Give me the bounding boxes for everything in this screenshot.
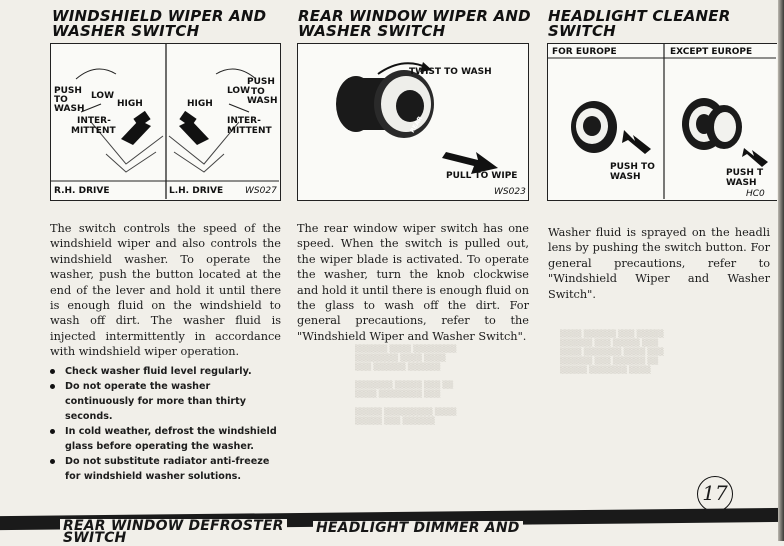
- bleed-through-text: ▒▒▒▒▒▒ ▒▒▒▒ ▒▒▒▒▒▒▒▒ ▒▒▒▒▒▒▒▒ ▒▒▒▒ ▒▒▒▒ ▒▒▒ ▒▒▒▒▒▒ ▒▒▒▒▒▒ ▒▒▒▒▒▒▒ ▒▒▒▒▒ ▒▒▒ ▒▒ ▒▒▒▒ ▒▒▒▒▒▒▒▒ ▒▒▒ ▒▒▒▒▒ ▒▒▒▒▒▒▒▒▒ ▒▒▒▒ ▒▒▒▒▒ ▒▒▒ ▒▒▒▒▒▒: [355, 345, 457, 425]
- next-section-heading-left: REAR WINDOW DEFROSTER SWITCH: [60, 519, 287, 546]
- wiper-switch-figure: [50, 43, 281, 201]
- precaution-item: Check washer fluid level regularly.: [49, 364, 281, 379]
- label-to-right: TO: [251, 87, 265, 97]
- pull-to-wipe-label: PULL TO WIPE: [446, 171, 518, 181]
- figure-code-hc: HC0: [746, 189, 765, 199]
- push-to-wash-europe-1: PUSH TO: [610, 162, 655, 172]
- label-mittent-right: MITTENT: [227, 126, 272, 136]
- label-wash-right: WASH: [247, 96, 278, 106]
- label-high-right: HIGH: [187, 99, 213, 109]
- figure-code-ws023: WS023: [494, 187, 526, 197]
- precaution-item: Do not operate the washer continuously for more than thirty seconds.: [49, 379, 281, 424]
- label-high-left: HIGH: [117, 99, 143, 109]
- page-number: 17: [697, 476, 733, 512]
- rear-wiper-section-title: REAR WINDOW WIPER AND WASHER SWITCH: [298, 7, 531, 40]
- label-low-right: LOW: [227, 86, 250, 96]
- wiper-description: The switch controls the speed of the windshield wiper and also controls the windshield washer. To operate the washer, push the button located at the end of the lever and hold it until there is enough fluid on the windshield to wash off dirt. The washer fluid is injected intermittently in accordance with windshield wiper operation.: [50, 222, 281, 359]
- label-inter-left: INTER-: [77, 116, 111, 126]
- for-europe-label: FOR EUROPE: [552, 47, 617, 57]
- label-push-right: PUSH: [247, 77, 275, 87]
- page-edge-shadow: [778, 0, 784, 541]
- knob-rear-text: REAR: [409, 115, 425, 135]
- lh-drive-caption: L.H. DRIVE: [169, 186, 224, 196]
- headlight-cleaner-description: Washer fluid is sprayed on the headli lens by pushing the switch button. For general precautions, refer to "Windshield Wiper and Washer Switch".: [548, 226, 770, 301]
- precaution-item: Do not substitute radiator anti-freeze for windshield washer solutions.: [49, 454, 281, 484]
- label-wash-left: WASH: [54, 104, 85, 114]
- label-push-left: PUSH: [54, 86, 82, 96]
- twist-to-wash-label: TWIST TO WASH: [409, 67, 492, 77]
- headlight-cleaner-section-title: HEADLIGHT CLEANER SWITCH: [548, 7, 731, 40]
- wiper-precautions-list: [49, 364, 281, 484]
- label-to-left: TO: [54, 95, 68, 105]
- label-mittent-left: MITTENT: [71, 126, 116, 136]
- rh-drive-caption: R.H. DRIVE: [54, 186, 110, 196]
- label-inter-right: INTER-: [227, 116, 261, 126]
- next-section-heading-right: HEADLIGHT DIMMER AND: [313, 521, 523, 536]
- push-to-wash-other-2: WASH: [726, 178, 757, 188]
- push-to-wash-europe-2: WASH: [610, 172, 641, 182]
- figure-code-ws027: WS027: [245, 186, 277, 196]
- precaution-item: In cold weather, defrost the windshield glass before operating the washer.: [49, 424, 281, 454]
- wiper-section-title: WINDSHIELD WIPER AND WASHER SWITCH: [52, 7, 267, 40]
- except-europe-label: EXCEPT EUROPE: [670, 47, 753, 57]
- headlight-cleaner-figure: [547, 43, 777, 201]
- push-to-wash-other-1: PUSH T: [726, 168, 764, 178]
- rear-wiper-description: The rear window wiper switch has one speed. When the switch is pulled out, the wiper blade is activated. To operate the washer, turn the knob clockwise and hold it until there is enough fluid on the glass to wash off the dirt. For general precautions, refer to the "Windshield Wiper and Washer Switch".: [297, 222, 529, 343]
- rear-wiper-figure: [297, 43, 529, 201]
- bleed-through-text: ▒▒▒▒ ▒▒▒▒▒▒ ▒▒▒ ▒▒▒▒▒ ▒▒▒▒▒▒ ▒▒▒ ▒▒▒▒▒ ▒▒▒ ▒▒▒▒ ▒▒▒▒▒▒▒ ▒▒▒▒ ▒▒▒ ▒▒▒▒▒▒ ▒▒▒ ▒▒▒▒▒▒ ▒▒ ▒▒▒▒▒ ▒▒▒▒▒▒▒ ▒▒▒▒: [560, 330, 664, 374]
- label-low-left: LOW: [91, 91, 114, 101]
